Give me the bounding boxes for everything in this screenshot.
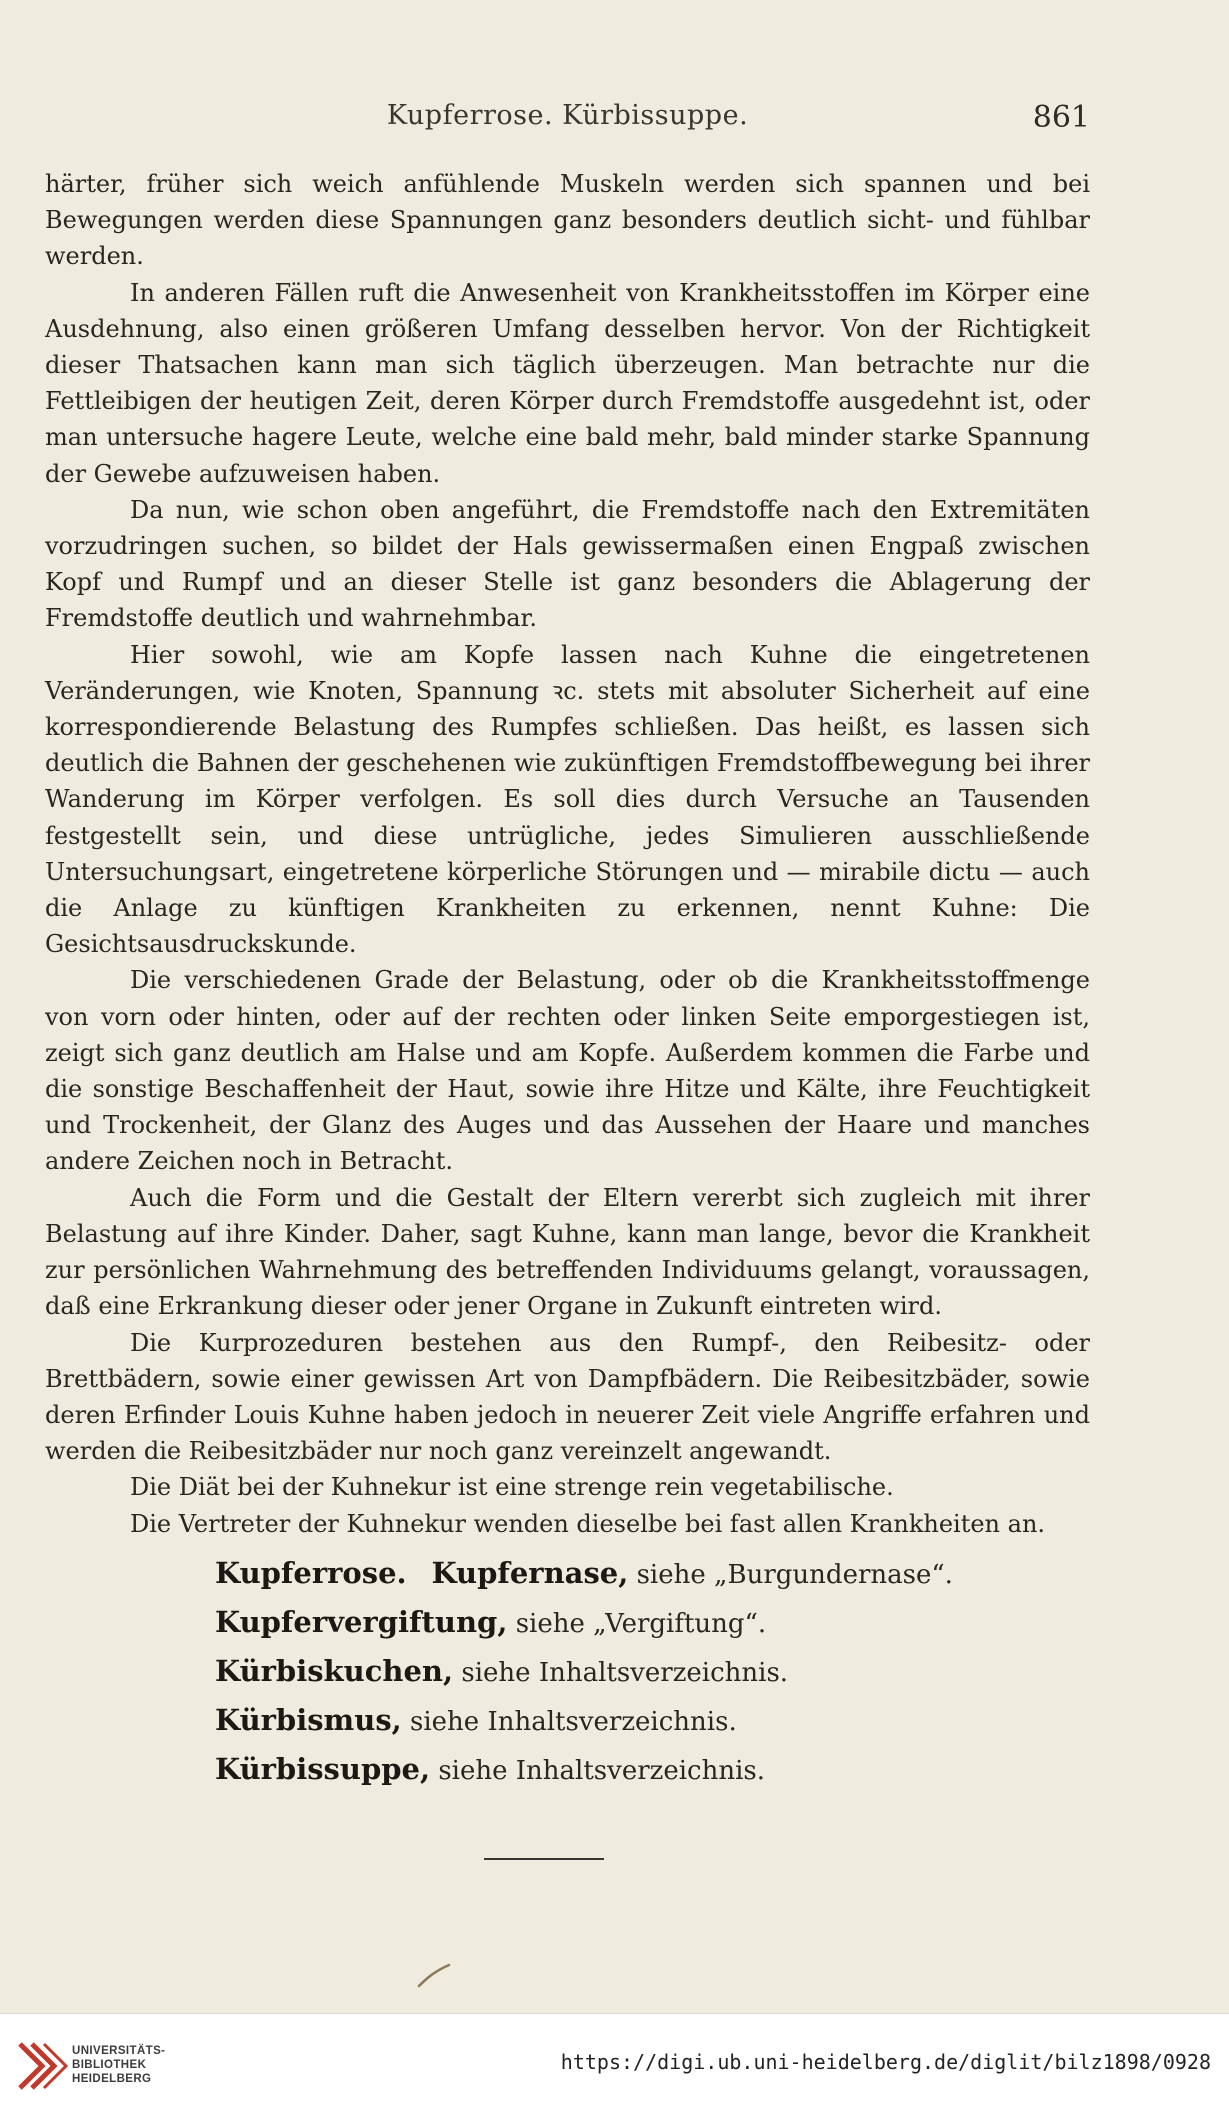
paragraph: Die verschiedenen Grade der Belastung, oder ob die Krankheitsstoffmenge von vorn oder hinten, oder auf der rechten oder linken Seite emporgestiegen ist, zeigt sich ganz deutlich am Halse und am Kopfe. Außerdem kommen die Farbe und die sonstige Beschaffenheit der Haut, sowie ihre Hitze und Kälte, ihre Feuchtigkeit und Trockenheit, der Glanz des Auges und das Aussehen der Haare und manches andere Zeichen noch in Betracht. xyxy=(45,966,1090,1176)
entry-kupfervergiftung xyxy=(45,1599,1090,1648)
entry-list xyxy=(45,1550,1090,1795)
paragraph: härter, früher sich weich anfühlende Muskeln werden sich spannen und bei Bewegungen werden diese Spannungen ganz besonders deutlich sicht- und fühlbar werden. xyxy=(45,170,1090,271)
running-head xyxy=(45,100,1090,140)
entry-reference: siehe Inhaltsverzeichnis. xyxy=(410,1706,737,1737)
entry-keyword: Kürbiskuchen, xyxy=(215,1653,454,1688)
university-logo-icon xyxy=(12,2036,70,2094)
library-name-line: BIBLIOTHEK xyxy=(72,2059,147,2071)
entry-keyword: Kürbismus, xyxy=(215,1702,402,1737)
entry-reference: siehe Inhaltsverzeichnis. xyxy=(461,1657,789,1688)
running-head-title: Kupferrose. Kürbissuppe. xyxy=(386,100,749,131)
library-name-line: UNIVERSITÄTS- xyxy=(72,2045,166,2057)
paragraph: Auch die Form und die Gestalt der Eltern vererbt sich zugleich mit ihrer Belastung auf ihre Kinder. Daher, sagt Kuhne, kann man lange, bevor die Krankheit zur persönlichen Wahrnehmung des betreffenden Individuums gelangt, voraussagen, daß eine Erkrankung dieser oder jener Organe in Zukunft eintreten wird. xyxy=(45,1183,1090,1321)
paragraph: Da nun, wie schon oben angeführt, die Fremdstoffe nach den Extremitäten vorzudringen suchen, so bildet der Hals gewissermaßen einen Engpaß zwischen Kopf und Rumpf und an dieser Stelle ist ganz besonders die Ablagerung der Fremdstoffe deutlich und wahrnehmbar. xyxy=(45,495,1090,633)
paragraph: Hier sowohl, wie am Kopfe lassen nach Kuhne die eingetretenen Veränderungen, wie Knoten, Spannung ꝛc. stets mit absoluter Sicherheit auf eine korrespondierende Belastung des Rumpfes schließen. Das heißt, es lassen sich deutlich die Bahnen der geschehenen wie zukünftigen Fremdstoffbewegung bei ihrer Wanderung im Körper verfolgen. Es soll dies durch Versuche an Tausenden festgestellt sein, und diese untrügliche, jedes Simulieren ausschließende Untersuchungsart, eingetretene körperliche Störungen und — mirabile dictu — auch die Anlage zu künftigen Krankheiten zu erkennen, nennt Kuhne: Die Gesichtsausdruckskunde. xyxy=(45,640,1090,959)
viewer-footer xyxy=(0,2013,1229,2114)
section-divider xyxy=(484,1858,604,1860)
entry-keyword: Kupfernase, xyxy=(431,1555,629,1590)
entry-kuerbismus xyxy=(45,1697,1090,1746)
page-number: 861 xyxy=(1032,100,1090,135)
entry-kuerbissuppe xyxy=(45,1746,1090,1795)
entry-reference: siehe „Vergiftung“. xyxy=(515,1608,767,1639)
paragraph: Die Kurprozeduren bestehen aus den Rumpf-, den Reibesitz- oder Brettbädern, sowie einer gewissen Art von Dampfbädern. Die Reibesitzbäder, sowie deren Erfinder Louis Kuhne haben jedoch in neuerer Zeit viele Angriffe erfahren und werden die Reibesitzbäder nur noch ganz vereinzelt angewandt. xyxy=(45,1328,1090,1466)
entry-reference: siehe Inhaltsverzeichnis. xyxy=(438,1755,766,1786)
entry-keyword: Kupferrose. xyxy=(215,1555,407,1590)
paragraph: In anderen Fällen ruft die Anwesenheit von Krankheitsstoffen im Körper eine Ausdehnung, also einen größeren Umfang desselben hervor. Von der Richtigkeit dieser Thatsachen kann man sich täglich überzeugen. Man betrachte nur die Fettleibigen der heutigen Zeit, deren Körper durch Fremdstoffe ausgedehnt ist, oder man untersuche hagere Leute, welche eine bald mehr, bald minder starke Spannung der Gewebe aufzuweisen haben. xyxy=(45,278,1090,488)
entry-keyword: Kürbissuppe, xyxy=(215,1751,431,1786)
library-name-line: HEIDELBERG xyxy=(72,2073,152,2085)
library-name xyxy=(72,2044,165,2086)
body-text xyxy=(45,166,1090,1795)
paragraph: Die Diät bei der Kuhnekur ist eine strenge rein vegetabilische. xyxy=(130,1473,894,1502)
entry-keyword: Kupfervergiftung, xyxy=(215,1604,508,1639)
permalink-url[interactable]: https://digi.ub.uni-heidelberg.de/diglit/bilz1898/0928 xyxy=(560,2050,1211,2074)
entry-kuerbiskuchen xyxy=(45,1648,1090,1697)
entry-kupferrose xyxy=(45,1550,1090,1599)
paragraph: Die Vertreter der Kuhnekur wenden dieselbe bei fast allen Krankheiten an. xyxy=(130,1509,1046,1538)
entry-reference: siehe „Burgundernase“. xyxy=(636,1559,953,1590)
pencil-mark-icon xyxy=(415,1960,455,1990)
